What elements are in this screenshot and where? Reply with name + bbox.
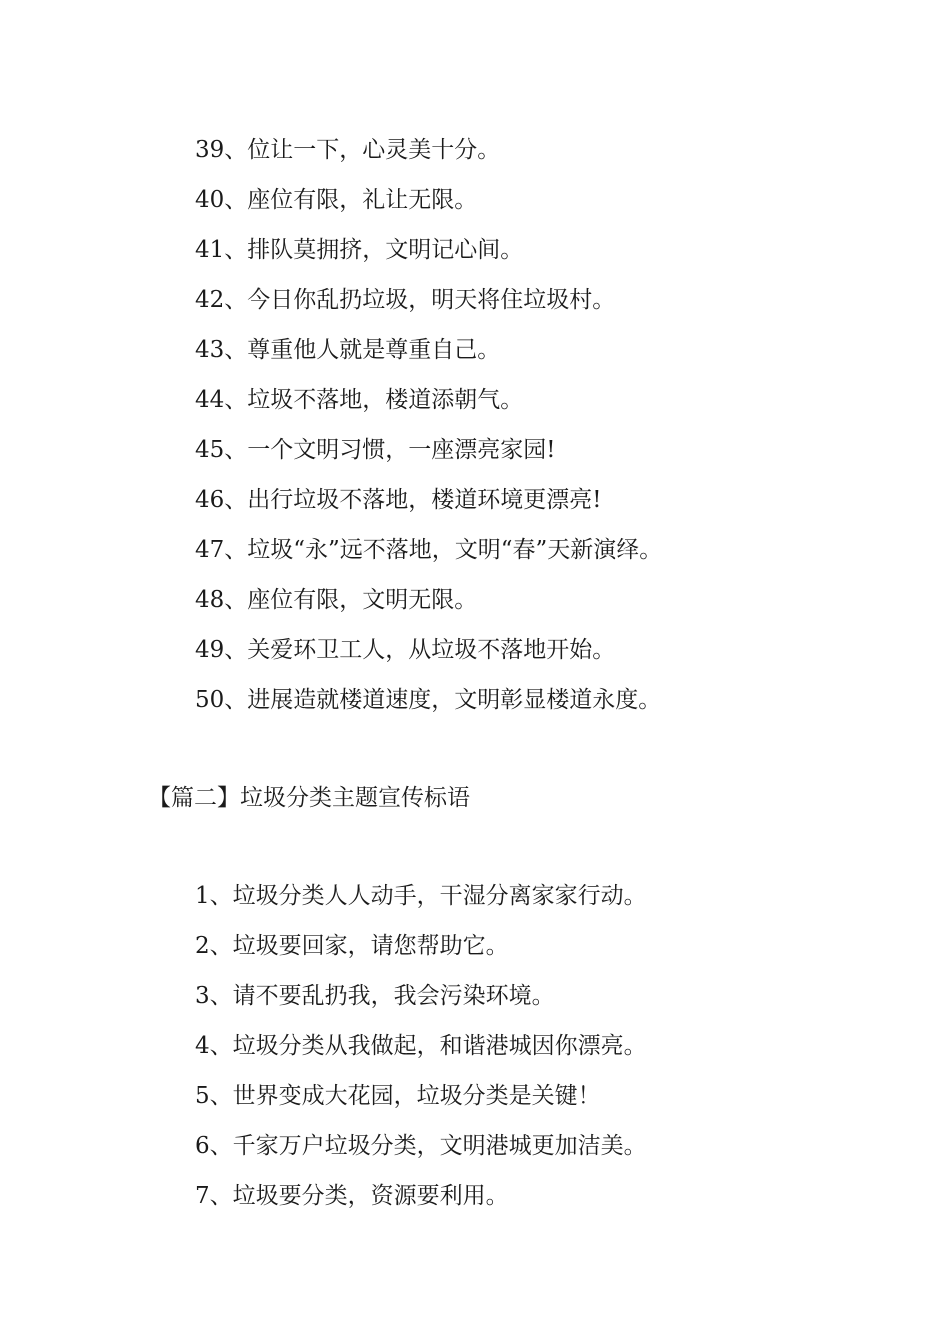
slogan-item: 43、尊重他人就是尊重自己。 <box>195 337 501 363</box>
slogan-item: 48、座位有限，文明无限。 <box>195 587 478 613</box>
slogan-item: 45、一个文明习惯，一座漂亮家园! <box>195 437 556 463</box>
slogan-item: 50、进展造就楼道速度，文明彰显楼道永度。 <box>195 687 662 713</box>
slogan-item: 42、今日你乱扔垃圾，明天将住垃圾村。 <box>195 287 616 313</box>
slogan-item: 39、位让一下，心灵美十分。 <box>195 137 501 163</box>
slogan-item: 41、排队莫拥挤，文明记心间。 <box>195 237 524 263</box>
slogan-item: 5、世界变成大花园，垃圾分类是关键！ <box>195 1083 601 1109</box>
slogan-item: 44、垃圾不落地，楼道添朝气。 <box>195 387 524 413</box>
slogan-list-part-two <box>195 871 895 1221</box>
slogan-list-part-one <box>195 125 895 725</box>
slogan-item: 46、出行垃圾不落地，楼道环境更漂亮! <box>195 487 602 513</box>
slogan-item: 7、垃圾要分类，资源要利用。 <box>195 1183 509 1209</box>
slogan-item: 2、垃圾要回家，请您帮助它。 <box>195 933 509 959</box>
slogan-item: 47、垃圾“永”远不落地，文明“春”天新演绎。 <box>195 537 663 563</box>
slogan-item: 40、座位有限，礼让无限。 <box>195 187 478 213</box>
slogan-item: 49、关爱环卫工人，从垃圾不落地开始。 <box>195 637 616 663</box>
slogan-item: 6、千家万户垃圾分类，文明港城更加洁美。 <box>195 1133 647 1159</box>
slogan-item: 1、垃圾分类人人动手，干湿分离家家行动。 <box>195 883 647 909</box>
slogan-item: 3、请不要乱扔我，我会污染环境。 <box>195 983 555 1009</box>
slogan-item: 4、垃圾分类从我做起，和谐港城因你漂亮。 <box>195 1033 647 1059</box>
section-heading: 【篇二】垃圾分类主题宣传标语 <box>148 785 470 811</box>
